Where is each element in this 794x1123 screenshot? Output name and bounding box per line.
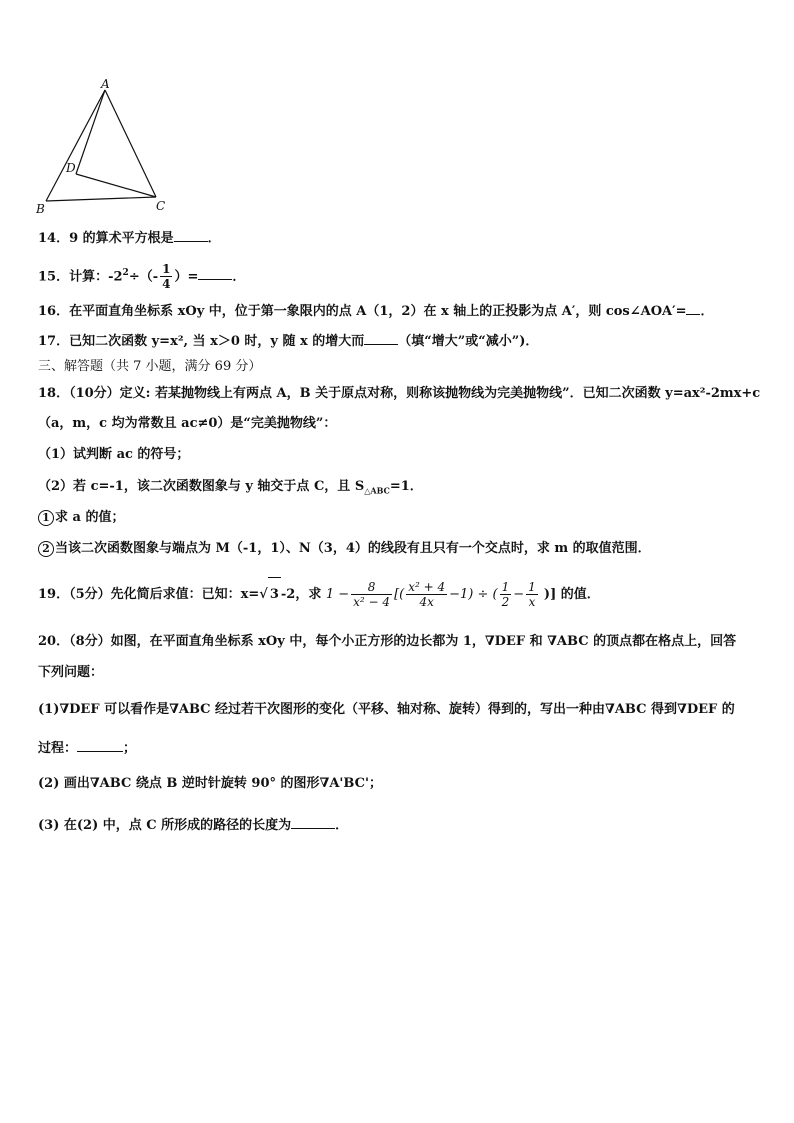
q19-pre: 19．（5分）先化简后求值：已知：x= (38, 587, 260, 602)
label-c: C (156, 199, 166, 213)
q15-answer-blank (198, 267, 232, 280)
q19-f1-num: 8 (367, 580, 376, 594)
q20-part1: (1)∇DEF 可以看作是∇ABC 经过若干次图形的变化（平移、轴对称、旋转）得到的，写出一种由∇ABC 得到∇DEF 的 (38, 702, 735, 717)
q15-mid: ÷（- (128, 269, 159, 285)
q19-minus: − (513, 587, 525, 602)
q15-post: ）= (174, 269, 199, 285)
q14-end: ． (207, 231, 221, 246)
q14-number: 14． (38, 231, 70, 246)
q19-frac2 (406, 580, 447, 609)
q19-f3-den: 2 (501, 595, 510, 609)
q17-number: 17． (38, 334, 70, 349)
question-17 (38, 332, 538, 351)
q19-radicand: 3 (268, 577, 281, 612)
edge-ab (46, 90, 105, 201)
q18-part2-post: =1． (389, 479, 423, 494)
edge-bc (46, 197, 156, 201)
segment-dc (76, 174, 156, 197)
q15-end: ． (232, 269, 246, 285)
q15-frac-num: 1 (162, 262, 171, 277)
q18-line2: （a，m，c 均为常数且 ac≠0）是“完美抛物线”： (38, 416, 337, 431)
section-heading: 三、解答题（共 7 小题，满分 69 分） (38, 359, 262, 374)
q20-p3-end: ． (335, 818, 349, 833)
q19-frac3 (500, 580, 512, 609)
q17-end: （填“增大”或“减小”)． (398, 334, 539, 349)
question-15 (38, 258, 245, 292)
label-a: A (101, 77, 110, 91)
q18-line1: 18．（10分）定义: 若某抛物线上有两点 A，B 关于原点对称，则称该抛物线为完美抛物线”．已知二次函数 y=ax²-2mx+c (38, 386, 761, 401)
question-16 (38, 302, 713, 321)
segment-ad (76, 90, 105, 174)
q14-answer-blank (174, 229, 208, 242)
question-14 (38, 229, 221, 248)
q17-text: 已知二次函数 y=x², 当 x＞0 时，y 随 x 的增大而 (69, 334, 365, 349)
q19-frac1 (351, 580, 392, 609)
q19-minus-one: −1) ÷ ( (449, 587, 498, 602)
q20-p1b-end: ； (123, 741, 137, 756)
sqrt-sign: √ (259, 587, 268, 602)
q14-text: 9 的算术平方根是 (69, 231, 174, 246)
q16-text: 在平面直角坐标系 xOy 中，位于第一象限内的点 A（1，2）在 x 轴上的正投影为点 A′，则 cos∠AOA′= (69, 304, 687, 319)
circled-number-2: 2 (38, 541, 54, 557)
edge-ac (105, 90, 156, 197)
q19-after-sqrt: -2，求 (280, 587, 322, 602)
q18-part1: （1）试判断 ac 的符号； (38, 447, 190, 462)
q19-one: 1 − (325, 587, 350, 602)
q18-part2-pre: （2）若 c=-1，该二次函数图象与 y 轴交于点 C，且 S (38, 479, 365, 494)
q19-f3-num: 1 (501, 580, 510, 594)
q20-part1-process (38, 739, 136, 758)
q15-frac-den: 4 (162, 277, 171, 292)
q15-fraction (160, 262, 172, 291)
q19-f2-num: x² + 4 (408, 580, 446, 594)
q20-p1b: 过程： (38, 741, 78, 756)
q20-line2: 下列问题： (38, 665, 104, 680)
q15-pre: 计算：-2 (69, 269, 123, 285)
label-d: D (66, 161, 76, 175)
q18-sub2 (38, 540, 651, 558)
q20-process-blank (77, 739, 123, 752)
q15-exponent: 2 (122, 268, 129, 278)
circled-number-1: 1 (38, 510, 54, 526)
q15-number: 15． (38, 269, 70, 285)
q16-answer-blank (686, 302, 700, 315)
q19-f4-den: x (526, 594, 538, 609)
q20-line1: 20．（8分）如图，在平面直角坐标系 xOy 中，每个小正方形的边长都为 1，∇DEF 和 ∇ABC 的顶点都在格点上，回答 (38, 634, 737, 649)
q17-answer-blank (364, 332, 398, 345)
q20-length-blank (291, 816, 335, 829)
q18-sub1-text: 求 a 的值； (55, 510, 125, 525)
q16-end: ． (700, 304, 714, 319)
q19-f4-num: 1 (528, 580, 536, 594)
q18-part2 (38, 478, 423, 500)
q18-sub2-text: 当该二次函数图象与端点为 M（-1，1）、N（3，4）的线段有且只有一个交点时，求 m 的取值范围． (55, 541, 651, 556)
q18-sub1 (38, 509, 124, 527)
q20-part2: (2) 画出∇ABC 绕点 B 逆时针旋转 90° 的图形∇A'BC'； (38, 776, 382, 791)
q19-frac4 (526, 580, 538, 609)
q20-part3 (38, 816, 348, 835)
question-19 (38, 577, 600, 612)
q19-bracket-close: )] 的值． (543, 587, 600, 602)
q19-bracket-open: [( (394, 587, 405, 602)
q19-f2-den: 4x (406, 594, 447, 609)
q18-part2-sub: △ABC (364, 485, 390, 496)
label-b: B (36, 202, 45, 216)
triangle-figure (30, 76, 180, 216)
q16-number: 16． (38, 304, 70, 319)
q19-f1-den: x² − 4 (353, 595, 391, 609)
q20-p3: (3) 在(2) 中，点 C 所形成的路径的长度为 (38, 818, 292, 833)
q19-expression (325, 580, 544, 609)
